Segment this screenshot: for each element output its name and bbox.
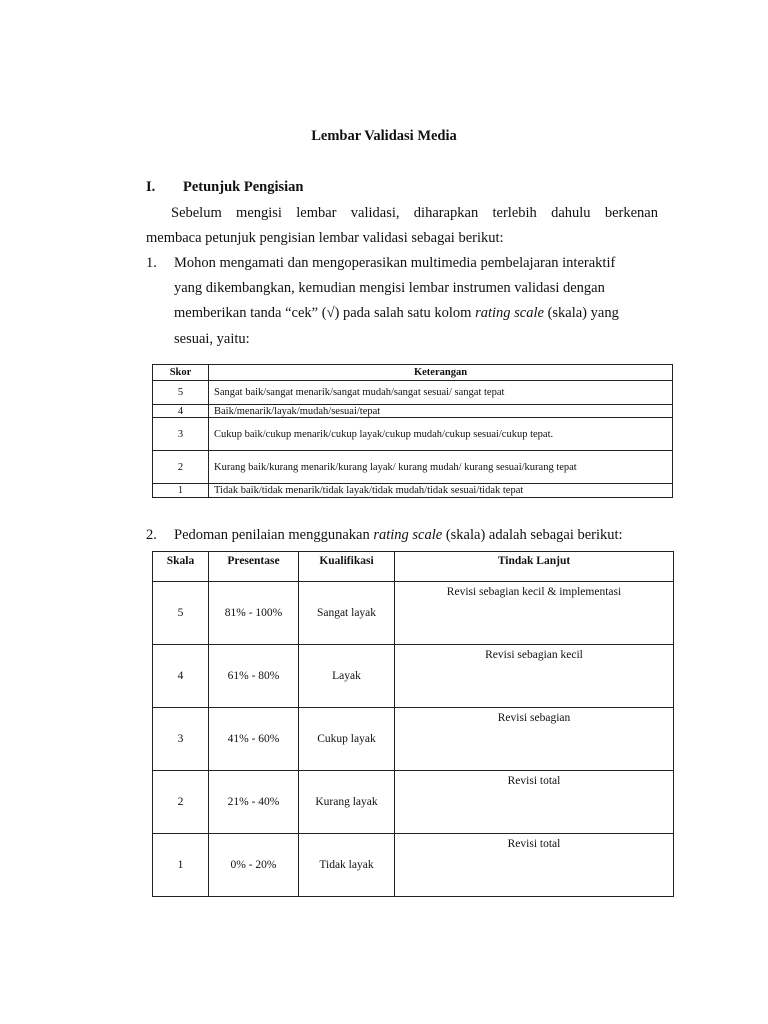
table1-skor-cell: 2 bbox=[153, 451, 209, 484]
table1-keterangan-cell: Tidak baik/tidak menarik/tidak layak/tidak mudah/tidak sesuai/tidak tepat bbox=[209, 484, 673, 498]
item1-line-4: sesuai, yaitu: bbox=[174, 331, 250, 347]
table2-skala-cell: 1 bbox=[153, 834, 209, 897]
table2-skala-cell: 3 bbox=[153, 708, 209, 771]
table2-kualifikasi-cell: Sangat layak bbox=[299, 582, 395, 645]
table2-presentase-cell: 0% - 20% bbox=[209, 834, 299, 897]
item2-rating-scale-term: rating scale bbox=[373, 527, 443, 543]
item1-line-2: yang dikembangkan, kemudian mengisi lembar instrumen validasi dengan bbox=[174, 280, 605, 296]
table1-keterangan-cell: Kurang baik/kurang menarik/kurang layak/ kurang mudah/ kurang sesuai/kurang tepat bbox=[209, 451, 673, 484]
table1-skor-cell: 4 bbox=[153, 405, 209, 418]
table-row bbox=[153, 381, 673, 405]
table2-kualifikasi-cell: Cukup layak bbox=[299, 708, 395, 771]
table2-header-tindak-lanjut: Tindak Lanjut bbox=[395, 552, 674, 582]
table2-tindak-lanjut-cell: Revisi sebagian bbox=[395, 708, 674, 771]
table1-skor-cell: 5 bbox=[153, 381, 209, 405]
table2-skala-cell: 5 bbox=[153, 582, 209, 645]
table2-presentase-cell: 61% - 80% bbox=[209, 645, 299, 708]
list-number-2: 2. bbox=[146, 527, 157, 543]
table-row bbox=[153, 451, 673, 484]
table-row bbox=[153, 582, 674, 645]
table2-kualifikasi-cell: Layak bbox=[299, 645, 395, 708]
table2-skala-cell: 2 bbox=[153, 771, 209, 834]
intro-line-1: Sebelum mengisi lembar validasi, diharapkan terlebih dahulu berkenan bbox=[171, 205, 658, 221]
item1-line-3 bbox=[174, 301, 619, 326]
table-row bbox=[153, 708, 674, 771]
table-row bbox=[153, 771, 674, 834]
score-description-table bbox=[152, 364, 673, 498]
table2-header-skala: Skala bbox=[153, 552, 209, 582]
table1-keterangan-cell: Sangat baik/sangat menarik/sangat mudah/sangat sesuai/ sangat tepat bbox=[209, 381, 673, 405]
item2-line bbox=[174, 523, 623, 548]
table1-header-skor: Skor bbox=[153, 365, 209, 381]
table1-keterangan-cell: Baik/menarik/layak/mudah/sesuai/tepat bbox=[209, 405, 673, 418]
intro-line-2: membaca petunjuk pengisian lembar validasi sebagai berikut: bbox=[146, 230, 504, 246]
table2-tindak-lanjut-cell: Revisi sebagian kecil bbox=[395, 645, 674, 708]
table2-skala-cell: 4 bbox=[153, 645, 209, 708]
table2-header-row bbox=[153, 552, 674, 582]
table2-presentase-cell: 81% - 100% bbox=[209, 582, 299, 645]
table1-skor-cell: 3 bbox=[153, 418, 209, 451]
table2-header-presentase: Presentase bbox=[209, 552, 299, 582]
item2-tail: (skala) adalah sebagai berikut: bbox=[442, 527, 623, 543]
table1-header-keterangan: Keterangan bbox=[209, 365, 673, 381]
table-row bbox=[153, 405, 673, 418]
section-title: Petunjuk Pengisian bbox=[183, 179, 304, 195]
table-row bbox=[153, 484, 673, 498]
table2-kualifikasi-cell: Tidak layak bbox=[299, 834, 395, 897]
table2-kualifikasi-cell: Kurang layak bbox=[299, 771, 395, 834]
table2-tindak-lanjut-cell: Revisi total bbox=[395, 771, 674, 834]
table2-presentase-cell: 41% - 60% bbox=[209, 708, 299, 771]
table1-header-row bbox=[153, 365, 673, 381]
table1-skor-cell: 1 bbox=[153, 484, 209, 498]
section-number: I. bbox=[146, 179, 156, 195]
item1-line-3-text: memberikan tanda “cek” (√) pada salah satu kolom bbox=[174, 305, 476, 321]
table-row bbox=[153, 834, 674, 897]
table-row bbox=[153, 418, 673, 451]
table2-tindak-lanjut-cell: Revisi total bbox=[395, 834, 674, 897]
list-number-1: 1. bbox=[146, 255, 157, 271]
item2-text: Pedoman penilaian menggunakan bbox=[174, 527, 374, 543]
item1-line-1: Mohon mengamati dan mengoperasikan multimedia pembelajaran interaktif bbox=[174, 255, 616, 271]
document-title: Lembar Validasi Media bbox=[311, 128, 457, 144]
item1-rating-scale-term: rating scale bbox=[475, 305, 544, 321]
item1-line-3-tail: (skala) yang bbox=[543, 305, 619, 321]
table2-header-kualifikasi: Kualifikasi bbox=[299, 552, 395, 582]
table-row bbox=[153, 645, 674, 708]
assessment-guideline-table bbox=[152, 551, 674, 897]
table2-tindak-lanjut-cell: Revisi sebagian kecil & implementasi bbox=[395, 582, 674, 645]
table1-keterangan-cell: Cukup baik/cukup menarik/cukup layak/cukup mudah/cukup sesuai/cukup tepat. bbox=[209, 418, 673, 451]
table2-presentase-cell: 21% - 40% bbox=[209, 771, 299, 834]
